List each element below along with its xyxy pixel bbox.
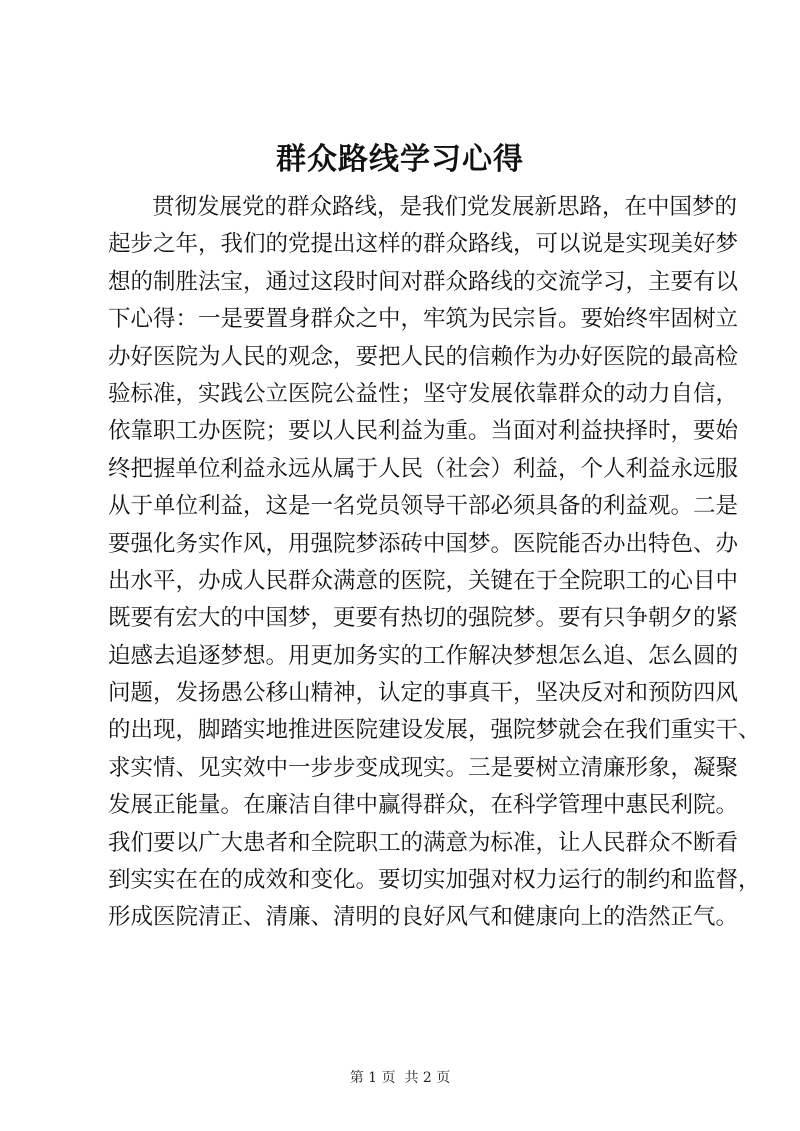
- body-line: 出水平，办成人民群众满意的医院，关键在于全院职工的心目中: [108, 567, 739, 594]
- body-line: 求实情、见实效中一步步变成现实。三是要树立清廉形象，凝聚: [108, 754, 739, 781]
- page-number-label: 第 1 页 共 2 页: [349, 1070, 451, 1086]
- body-line: 下心得：一是要置身群众之中，牢筑为民宗旨。要始终牢固树立: [108, 306, 739, 333]
- body-line: 从于单位利益，这是一名党员领导干部必须具备的利益观。二是: [108, 493, 739, 520]
- body-line: 办好医院为人民的观念，要把人民的信赖作为办好医院的最高检: [108, 343, 739, 370]
- body-line: 的出现，脚踏实地推进医院建设发展，强院梦就会在我们重实干、: [108, 717, 761, 744]
- body-line: 发展正能量。在廉洁自律中赢得群众，在科学管理中惠民利院。: [108, 792, 739, 819]
- document-body: [108, 189, 761, 937]
- body-line: 贯彻发展党的群众路线，是我们党发展新思路，在中国梦的: [152, 194, 738, 220]
- page-footer: [0, 1068, 800, 1088]
- body-line: 迫感去追逐梦想。用更加务实的工作解决梦想怎么追、怎么圆的: [108, 642, 739, 669]
- body-line: 依靠职工办医院；要以人民利益为重。当面对利益抉择时，要始: [108, 418, 739, 445]
- body-line: 我们要以广大患者和全院职工的满意为标准，让人民群众不断看: [108, 829, 739, 856]
- body-line: 形成医院清正、清廉、清明的良好风气和健康向上的浩然正气。: [108, 904, 739, 931]
- body-line: 起步之年，我们的党提出这样的群众路线，可以说是实现美好梦: [108, 231, 739, 258]
- body-line: 既要有宏大的中国梦，更要有热切的强院梦。要有只争朝夕的紧: [108, 605, 739, 632]
- document-title: 群众路线学习心得: [276, 142, 524, 177]
- body-line: 验标准，实践公立医院公益性；坚守发展依靠群众的动力自信，: [108, 380, 739, 407]
- body-line: 问题，发扬愚公移山精神，认定的事真干，坚决反对和预防四风: [108, 680, 739, 707]
- body-line: 想的制胜法宝，通过这段时间对群众路线的交流学习，主要有以: [108, 268, 739, 295]
- body-line: 要强化务实作风，用强院梦添砖中国梦。医院能否办出特色、办: [108, 530, 739, 557]
- body-line: 终把握单位利益永远从属于人民（社会）利益，个人利益永远服: [108, 455, 739, 482]
- body-line: 到实实在在的成效和变化。要切实加强对权力运行的制约和监督，: [108, 867, 761, 894]
